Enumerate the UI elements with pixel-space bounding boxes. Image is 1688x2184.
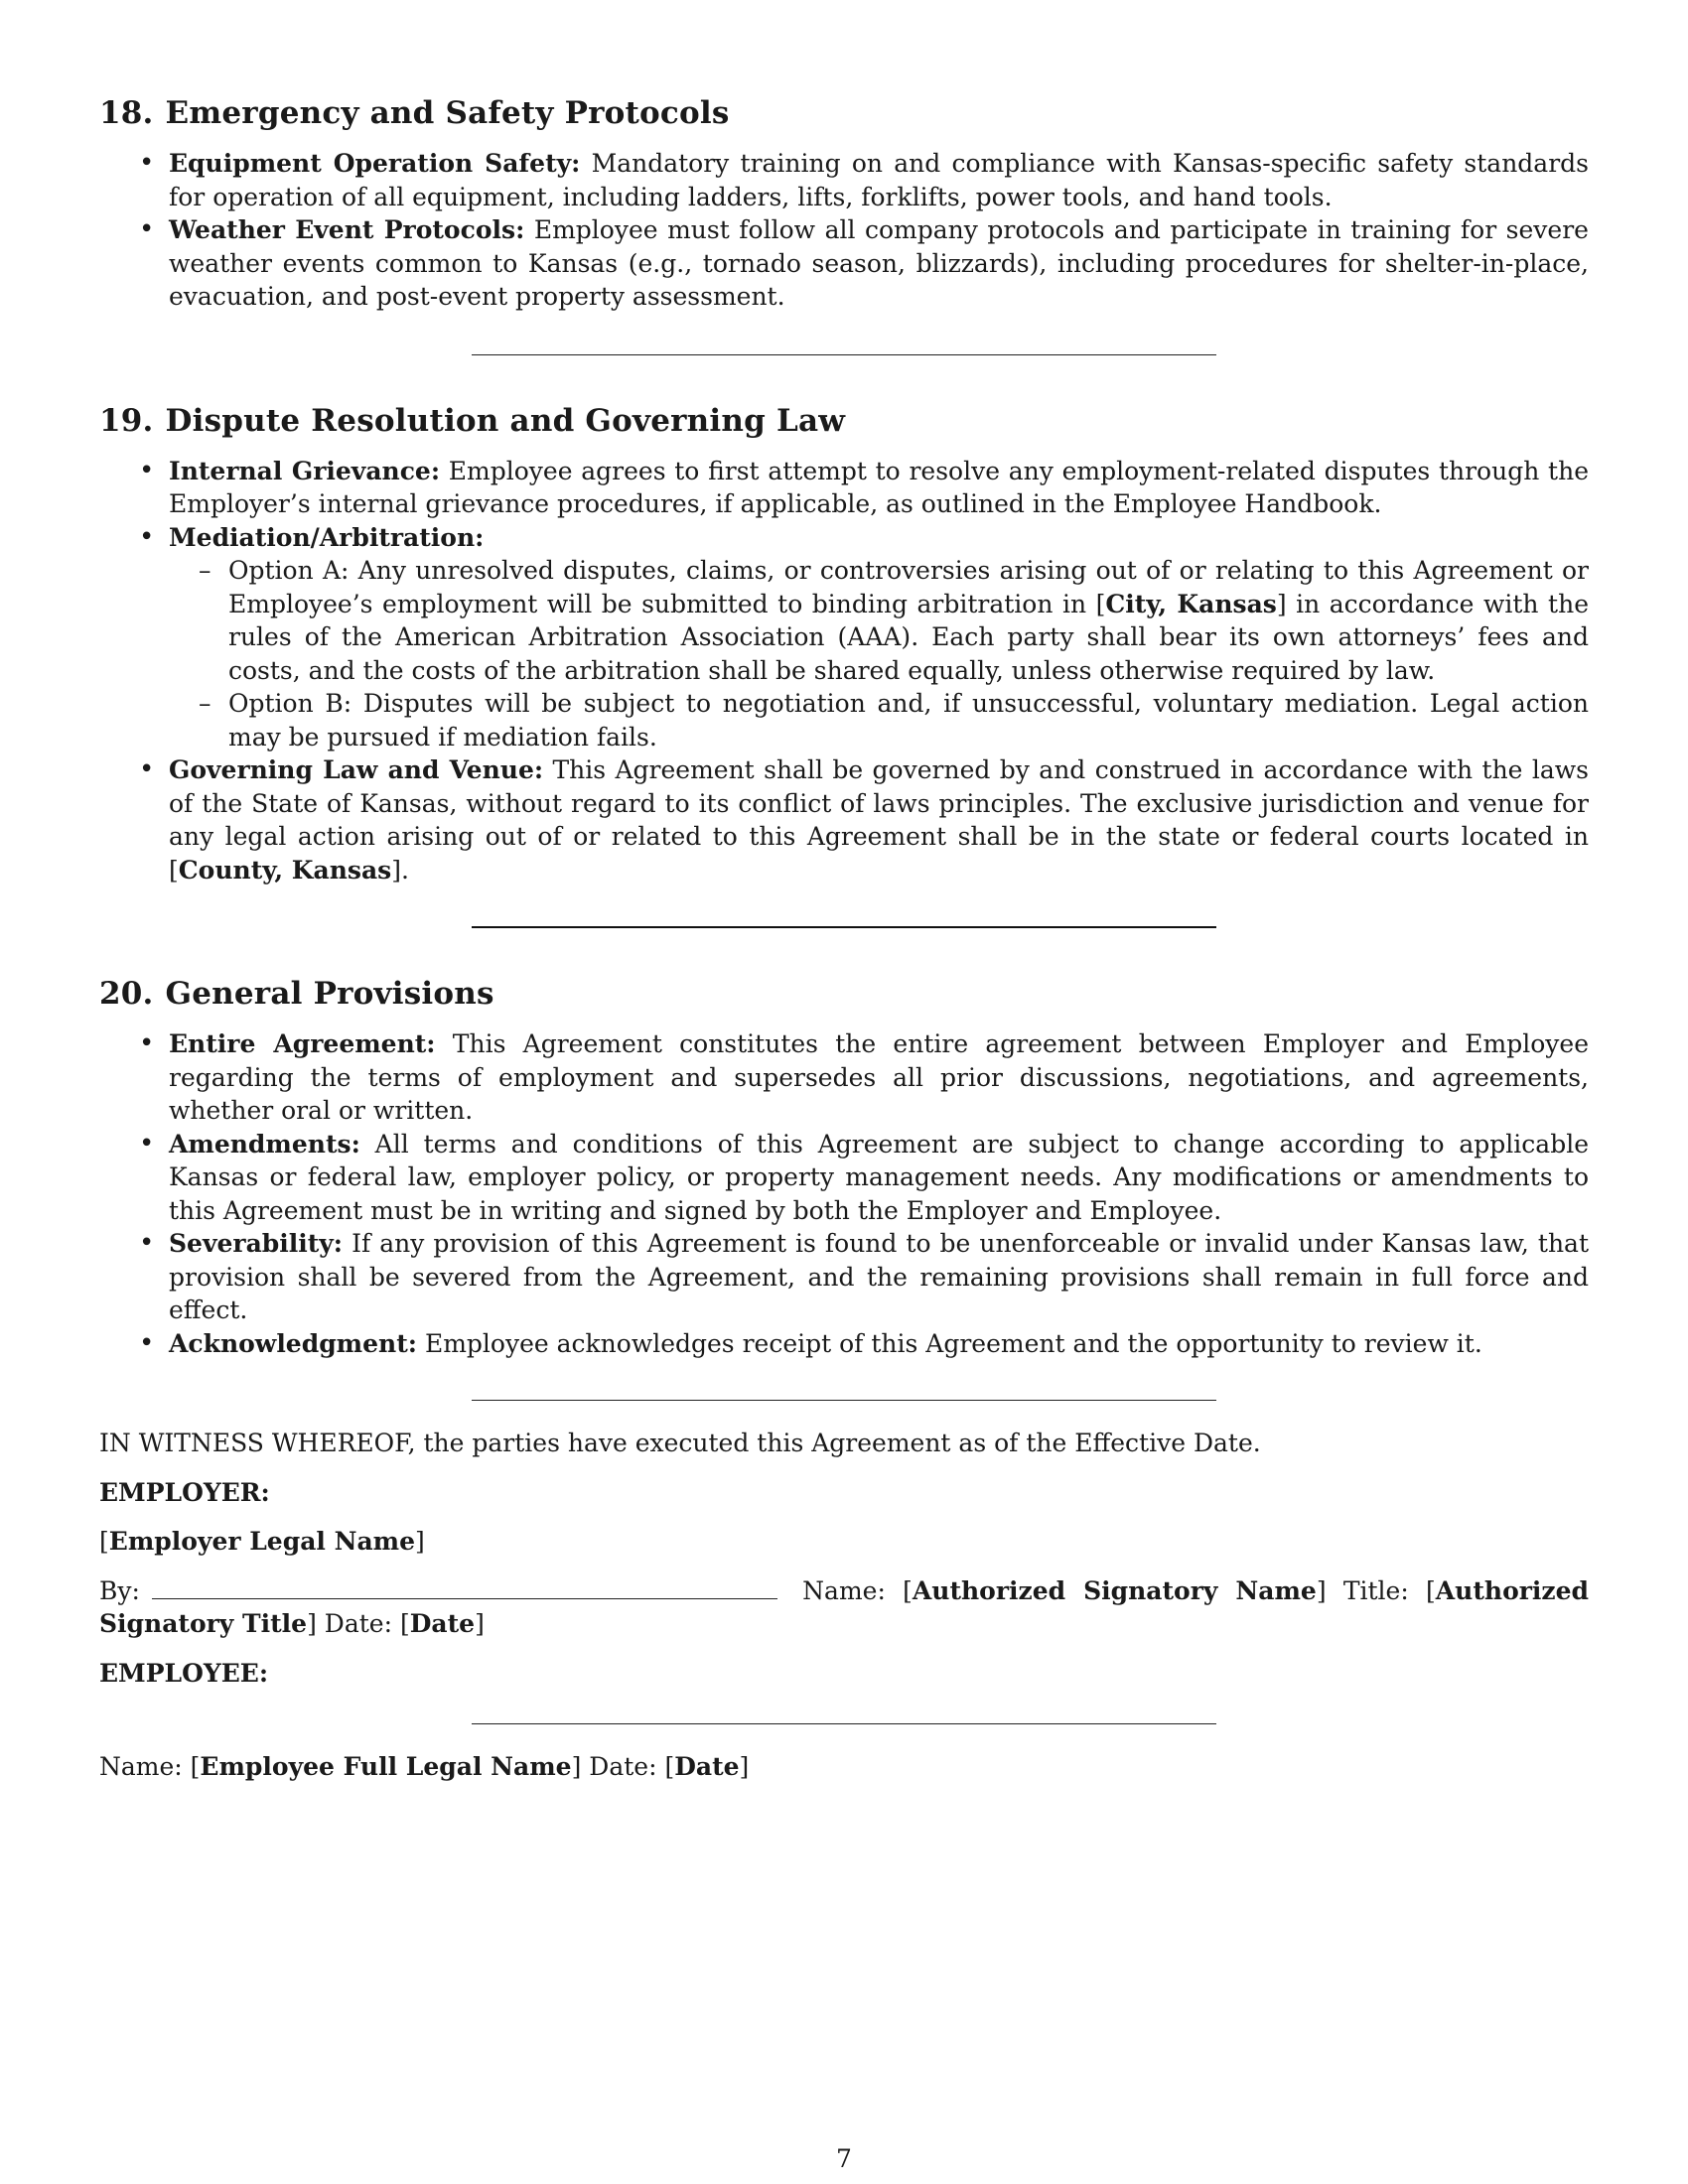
signature-blank[interactable] (152, 1576, 777, 1599)
section-19-list (99, 455, 1589, 887)
list-item: • Weather Event Protocols: Employee must follow all company protocols and participate in training for severe weather events common to Kansas (e.g., tornado season, blizzards), including procedures for shelter-in-place, evacuation, and post-event property assessment. (169, 213, 1589, 314)
list-item: • Governing Law and Venue: This Agreement shall be governed by and construed in accordance with the laws of the State of Kansas, without regard to its conflict of laws principles. The exclusive jurisdiction and venue for any legal action arising out of or related to this Agreement shall be in the state or federal courts located in [County, Kansas]. (169, 753, 1589, 887)
section-18-list (99, 147, 1589, 314)
list-item: • Severability: If any provision of this Agreement is found to be unenforceable or invalid under Kansas law, that provision shall be severed from the Agreement, and the remaining provisions shall remain in full force and effect. (169, 1227, 1589, 1327)
section-20-list (99, 1027, 1589, 1360)
list-item: • Internal Grievance: Employee agrees to first attempt to resolve any employment-related disputes through the Employer’s internal grievance procedures, if applicable, as outlined in the Employee Handbook. (169, 455, 1589, 521)
list-item: • Equipment Operation Safety: Mandatory training on and compliance with Kansas-specific safety standards for operation of all equipment, including ladders, lifts, forklifts, power tools, and hand tools. (169, 147, 1589, 213)
option-a: – Option A: Any unresolved disputes, claims, or controversies arising out of or relating to this Agreement or Employee’s employment will be submitted to binding arbitration in [City, Kansas] in accordance with the rules of the American Arbitration Association (AAA). Each party shall bear its own attorneys’ fees and costs, and the costs of the arbitration shall be shared equally, unless otherwise required by law. (228, 554, 1589, 687)
document-page (99, 93, 1589, 1784)
list-item: • Entire Agreement: This Agreement constitutes the entire agreement between Employer and Employee regarding the terms of employment and supersedes all prior discussions, negotiations, and agreements, whether oral or written. (169, 1027, 1589, 1128)
witness-clause: IN WITNESS WHEREOF, the parties have executed this Agreement as of the Effective Date. (99, 1429, 1261, 1457)
employer-signature-line: By: Name: [Authorized Signatory Name] Title: [Authorized Signatory Title] Date: [Date] (99, 1575, 1589, 1638)
section-divider (472, 1400, 1216, 1401)
list-item: • Amendments: All terms and conditions of this Agreement are subject to change according to applicable Kansas or federal law, employer policy, or property management needs. Any modifications or amendments to this Agreement must be in writing and signed by both the Employer and Employee. (169, 1128, 1589, 1228)
mediation-options (169, 554, 1589, 753)
list-item: • Mediation/Arbitration: – Option A: Any unresolved disputes, claims, or controversies arising out of or relating to this Agreement or Employee’s employment will be submitted to binding arbitration in [City, Kansas] in accordance with the rules of the American Arbitration Association (AAA). Each party shall bear its own attorneys’ fees and costs, and the costs of the arbitration shall be shared equally, unless otherwise required by law. – Option B: Disputes will be subject to negotiation and, if unsuccessful, voluntary mediation. Legal action may be pursued if mediation fails. (169, 521, 1589, 754)
section-divider (472, 926, 1216, 928)
list-item: • Acknowledgment: Employee acknowledges receipt of this Agreement and the opportunity to review it. (169, 1327, 1589, 1361)
section-divider (472, 354, 1216, 355)
employee-signature-info: Name: [Employee Full Legal Name] Date: [Date] (99, 1752, 750, 1781)
section-19-heading: 19. Dispute Resolution and Governing Law (99, 402, 846, 439)
employer-legal-name: [Employer Legal Name] (99, 1527, 425, 1556)
section-20-heading: 20. General Provisions (99, 976, 494, 1012)
option-b: – Option B: Disputes will be subject to negotiation and, if unsuccessful, voluntary mediation. Legal action may be pursued if mediation fails. (228, 687, 1589, 753)
employer-heading: EMPLOYER: (99, 1477, 270, 1507)
page-number: 7 (836, 2144, 852, 2173)
section-18-heading: 18. Emergency and Safety Protocols (99, 95, 730, 131)
signature-line[interactable] (472, 1723, 1216, 1724)
employee-heading: EMPLOYEE: (99, 1658, 269, 1688)
